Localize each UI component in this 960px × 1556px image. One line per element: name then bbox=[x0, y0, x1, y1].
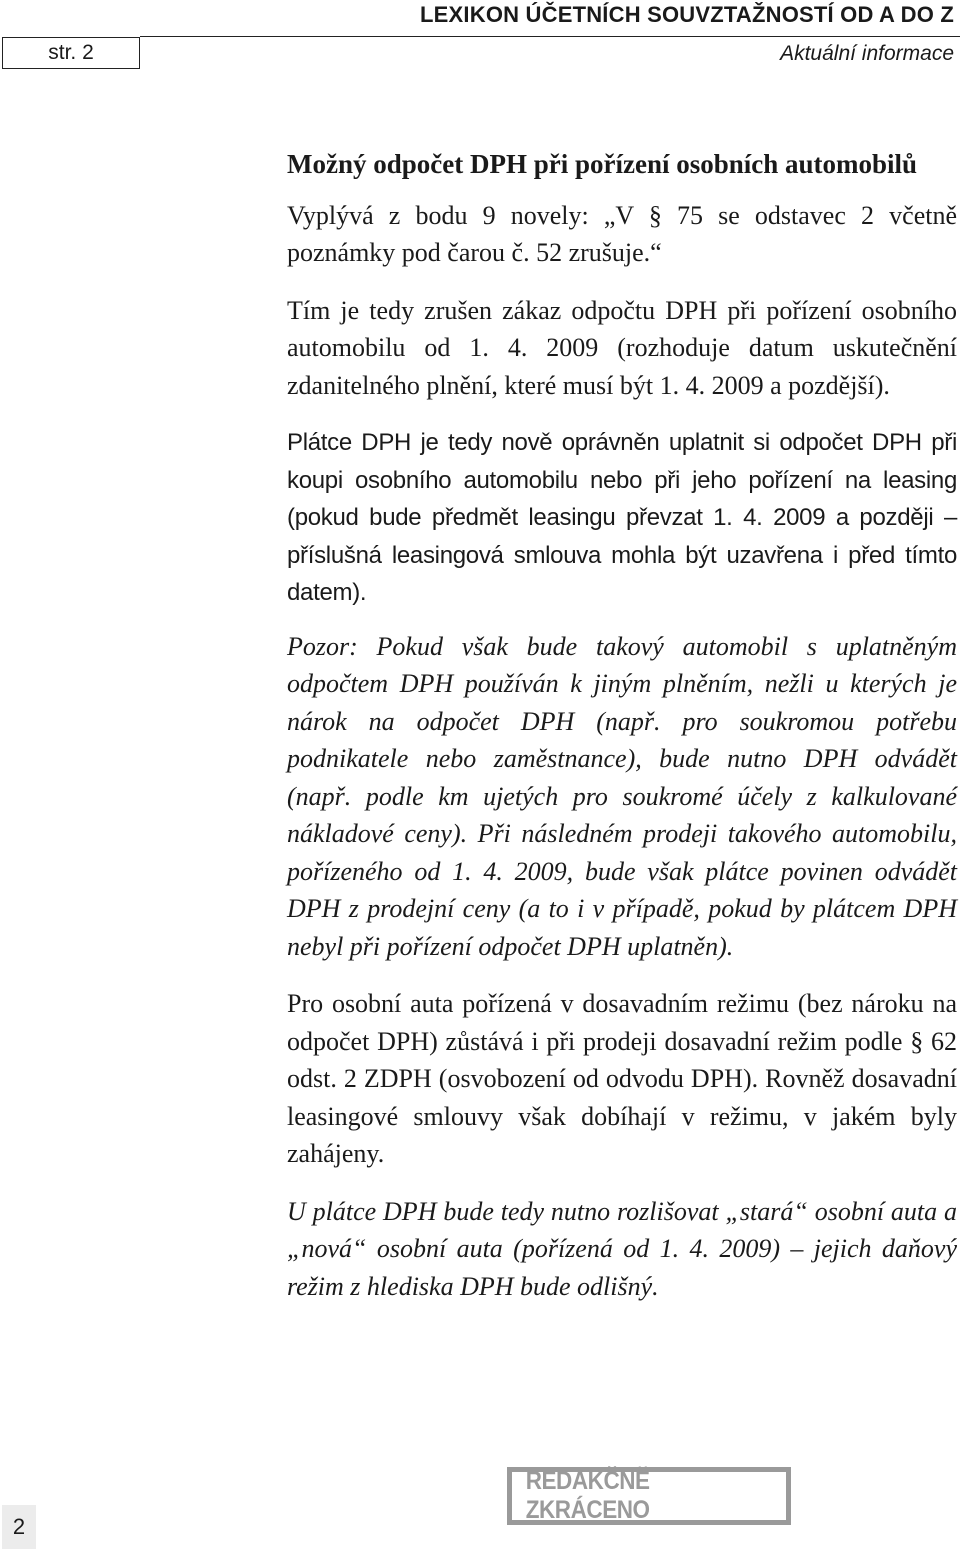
header-divider bbox=[140, 36, 960, 37]
article-title: Možný odpočet DPH při pořízení osobních automobilů bbox=[287, 149, 918, 179]
article-paragraph-3: Plátce DPH je tedy nově oprávněn uplatnit si odpočet DPH při koupi osobního automobilu nebo při jeho pořízení na leasing (pokud bude předmět leasingu převzat 1. 4. 2009 a později – příslušná leasingová smlouva mohla být uzavřena i před tímto datem). bbox=[287, 429, 957, 606]
redacted-stamp bbox=[507, 1467, 791, 1525]
article bbox=[287, 146, 957, 1305]
article-paragraph-5: Pro osobní auta pořízená v dosavadním režimu (bez nároku na odpočet DPH) zůstává i při prodeji dosavadní režim podle § 62 odst. 2 ZDPH (osvobození od odvodu DPH). Rovněž dosavadní leasingové smlouvy však dobíhají v režimu, v jakém byly zahájeny. bbox=[287, 989, 957, 1168]
page-label: str. 2 bbox=[2, 37, 140, 69]
header-subtitle: Aktuální informace bbox=[780, 42, 954, 65]
article-paragraph-1: Vyplývá z bodu 9 novely: „V § 75 se odstavec 2 včetně poznámky pod čarou č. 52 zrušuje.“ bbox=[287, 200, 957, 267]
article-paragraph-6: U plátce DPH bude tedy nutno rozlišovat „stará“ osobní auta a „nová“ osobní auta (pořízená od 1. 4. 2009) – jejich daňový režim z hlediska DPH bude odlišný. bbox=[287, 1196, 957, 1301]
article-paragraph-warning: Pozor: Pokud však bude takový automobil s uplatněným odpočtem DPH používán k jiným plněním, nežli u kterých je nárok na odpočet DPH (např. pro soukromou potřebu podnikatele nebo zaměstnance), bude nutno DPH odvádět (např. podle km ujetých pro soukromé účely z kalkulované nákladové ceny). Při následném prodeji takového automobilu, pořízeného od 1. 4. 2009, bude však plátce povinen odvádět DPH z prodejní ceny (a to i v případě, pokud by plátcem DPH nebyl při pořízení odpočet DPH uplatněn). bbox=[287, 631, 957, 961]
article-paragraph-2: Tím je tedy zrušen zákaz odpočtu DPH při pořízení osobního automobilu od 1. 4. 2009 (rozhoduje datum uskutečnění zdanitelného plnění, které musí být 1. 4. 2009 a pozdější). bbox=[287, 295, 957, 400]
page-number: 2 bbox=[2, 1505, 36, 1549]
lexicon-title: LEXIKON ÚČETNÍCH SOUVZTAŽNOSTÍ OD A DO Z bbox=[420, 2, 954, 27]
redacted-stamp-text: REDAKČNĚ ZKRÁCENO bbox=[525, 1467, 650, 1524]
